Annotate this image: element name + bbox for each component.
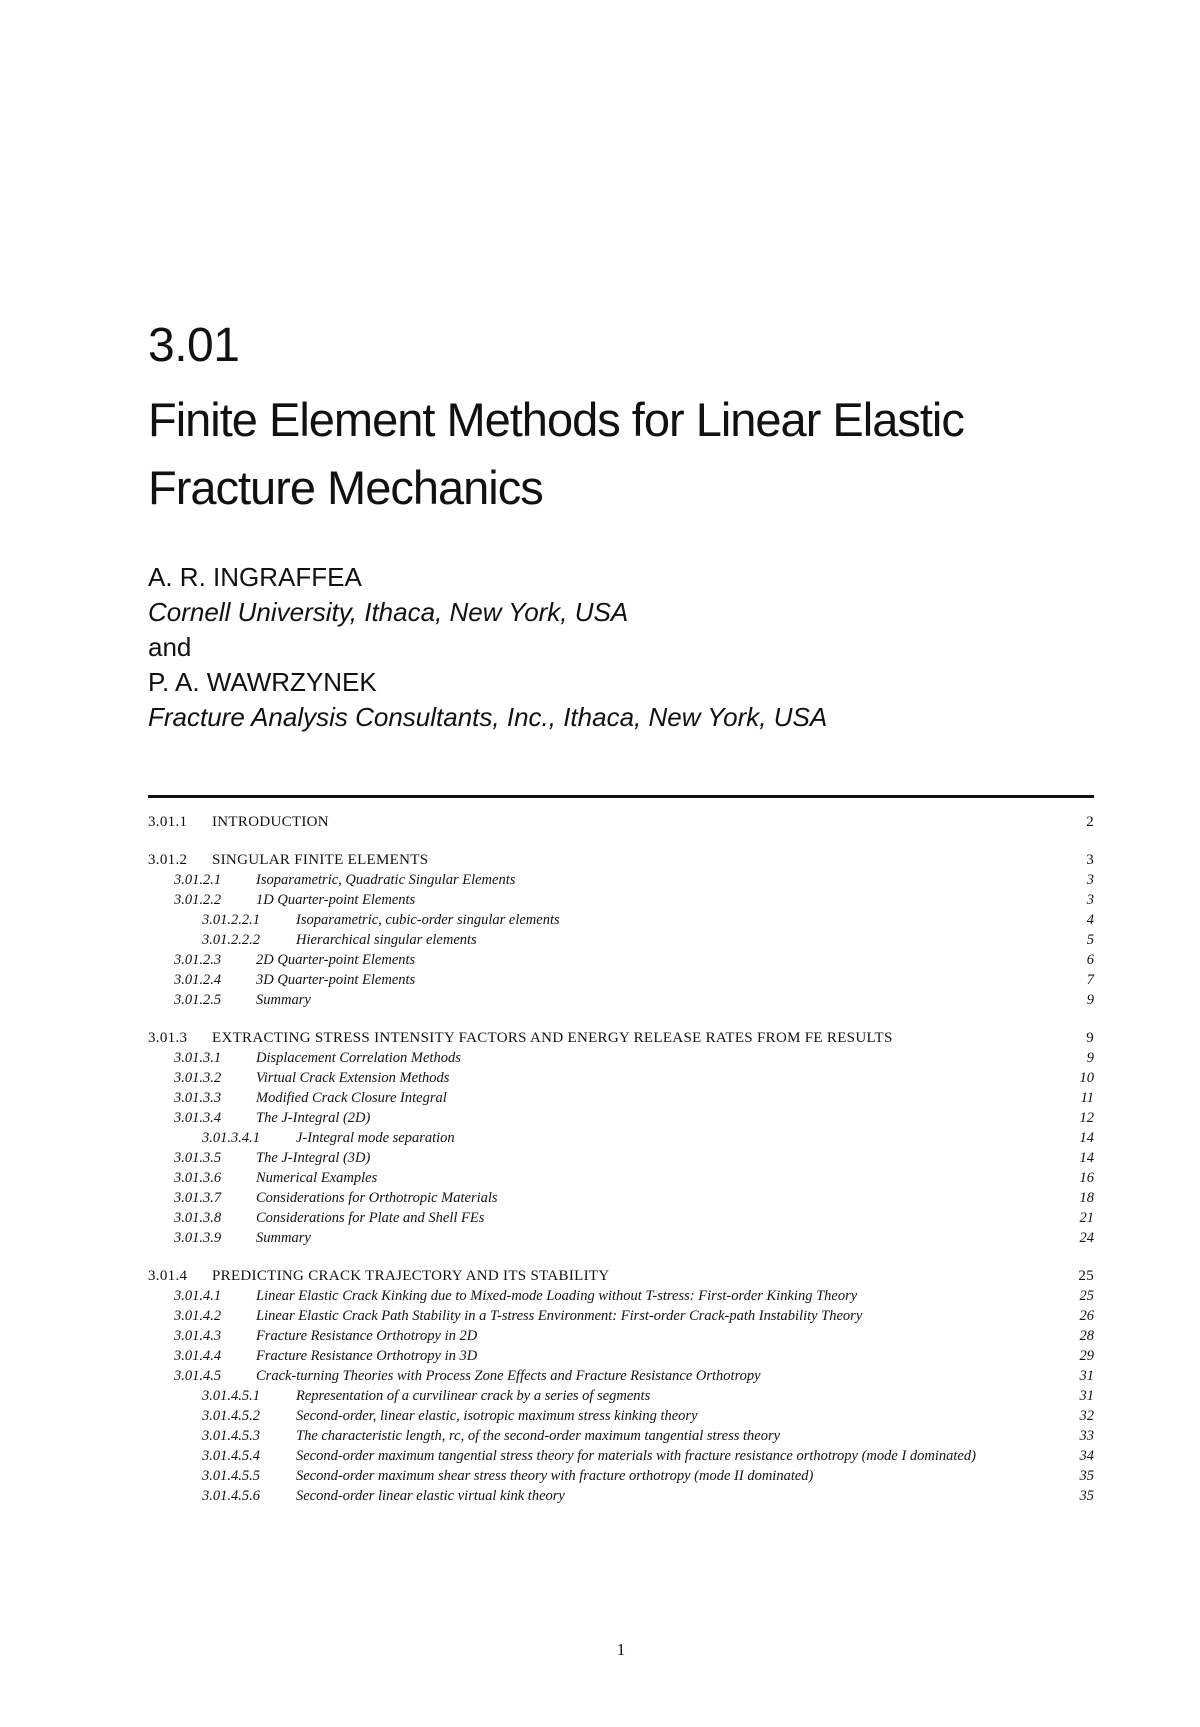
toc-entry-page: 6 (1086, 952, 1094, 968)
toc-entry-title: J-Integral mode separation (296, 1130, 455, 1146)
toc-entry-title: Numerical Examples (256, 1170, 378, 1186)
toc-entry[interactable] (148, 1088, 1094, 1108)
toc-entry-number: 3.01.2.2.2 (202, 932, 260, 948)
table-of-contents (148, 812, 1094, 1506)
toc-entry-number: 3.01.3.7 (174, 1190, 222, 1206)
toc-entry-number: 3.01.3.6 (174, 1170, 222, 1186)
toc-entry-title: 3D Quarter-point Elements (256, 972, 416, 988)
toc-entry-title: The J-Integral (3D) (256, 1150, 371, 1166)
toc-entry-number: 3.01.4.5 (174, 1368, 222, 1384)
toc-entry-title: Summary (256, 992, 311, 1008)
toc-entry-title: Isoparametric, cubic-order singular elements (296, 912, 560, 928)
toc-entry-number: 3.01.4.3 (174, 1328, 222, 1344)
toc-entry-number: 3.01.2.5 (174, 992, 222, 1008)
chapter-title-line: Finite Element Methods for Linear Elastic (148, 393, 964, 446)
toc-entry-page: 7 (1086, 972, 1094, 988)
toc-entry-page: 24 (1079, 1230, 1094, 1246)
toc-entry-number: 3.01.3.4 (174, 1110, 222, 1126)
toc-entry-page: 9 (1086, 992, 1094, 1008)
toc-entry-page: 5 (1086, 932, 1094, 948)
toc-entry-title: Linear Elastic Crack Kinking due to Mixed-mode Loading without T-stress: First-order Kinking Theory (256, 1288, 858, 1304)
toc-entry-number: 3.01.4.5.3 (202, 1428, 260, 1444)
toc-entry-page: 32 (1079, 1408, 1094, 1424)
toc-entry-title: The J-Integral (2D) (256, 1110, 371, 1126)
toc-entry-page: 29 (1079, 1348, 1094, 1364)
toc-entry[interactable] (148, 1486, 1094, 1506)
toc-entry-page: 10 (1079, 1070, 1094, 1086)
toc-entry-number: 3.01.2 (148, 852, 188, 868)
toc-entry-number: 3.01.4.5.4 (202, 1448, 260, 1464)
toc-entry-page: 25 (1079, 1288, 1094, 1304)
toc-entry[interactable] (148, 950, 1094, 970)
toc-entry-page: 35 (1079, 1488, 1094, 1504)
toc-entry-title: SINGULAR FINITE ELEMENTS (212, 852, 429, 868)
toc-entry-page: 4 (1086, 912, 1094, 928)
toc-entry[interactable] (148, 1326, 1094, 1346)
toc-entry-title: INTRODUCTION (212, 814, 329, 830)
toc-entry[interactable] (148, 1446, 1094, 1466)
toc-entry-number: 3.01.4.1 (174, 1288, 222, 1304)
toc-entry[interactable] (148, 1168, 1094, 1188)
toc-entry[interactable] (148, 850, 1094, 870)
toc-entry-number: 3.01.3.3 (174, 1090, 222, 1106)
author-conjunction: and (148, 632, 192, 662)
toc-entry-title: Isoparametric, Quadratic Singular Elements (256, 872, 516, 888)
toc-entry-page: 31 (1079, 1388, 1094, 1404)
toc-entry-page: 3 (1086, 872, 1094, 888)
toc-entry-title: PREDICTING CRACK TRAJECTORY AND ITS STABILITY (212, 1268, 610, 1284)
toc-entry[interactable] (148, 1228, 1094, 1248)
toc-entry-page: 14 (1079, 1150, 1094, 1166)
toc-entry[interactable] (148, 1366, 1094, 1386)
toc-entry-title: 1D Quarter-point Elements (256, 892, 416, 908)
toc-entry-page: 3 (1086, 852, 1094, 868)
toc-entry[interactable] (148, 1406, 1094, 1426)
toc-entry-number: 3.01.2.4 (174, 972, 222, 988)
toc-entry-page: 9 (1086, 1030, 1094, 1046)
toc-entry[interactable] (148, 1426, 1094, 1446)
toc-entry-page: 21 (1079, 1210, 1094, 1226)
toc-entry-number: 3.01.4.5.6 (202, 1488, 260, 1504)
toc-entry-title: EXTRACTING STRESS INTENSITY FACTORS AND ENERGY RELEASE RATES FROM FE RESULTS (212, 1030, 893, 1046)
toc-entry-title: Fracture Resistance Orthotropy in 2D (256, 1328, 478, 1344)
toc-entry-page: 3 (1086, 892, 1094, 908)
toc-entry[interactable] (148, 1068, 1094, 1088)
toc-entry-number: 3.01.4.5.2 (202, 1408, 260, 1424)
toc-entry-title: Summary (256, 1230, 311, 1246)
author-name: A. R. INGRAFFEA (148, 562, 362, 592)
toc-entry-page: 9 (1086, 1050, 1094, 1066)
toc-entry[interactable] (148, 930, 1094, 950)
toc-entry-number: 3.01.3.5 (174, 1150, 222, 1166)
toc-entry-title: Second-order, linear elastic, isotropic maximum stress kinking theory (296, 1408, 698, 1424)
toc-entry-page: 34 (1079, 1448, 1094, 1464)
toc-entry[interactable] (148, 1466, 1094, 1486)
page-number: 1 (616, 1640, 626, 1659)
chapter-title (148, 386, 1094, 522)
toc-entry-page: 25 (1078, 1268, 1094, 1284)
toc-entry-page: 35 (1079, 1468, 1094, 1484)
toc-entry[interactable] (148, 1108, 1094, 1128)
toc-entry-page: 14 (1079, 1130, 1094, 1146)
toc-entry[interactable] (148, 910, 1094, 930)
toc-entry-number: 3.01.4.5.1 (202, 1388, 260, 1404)
toc-entry-title: Representation of a curvilinear crack by a series of segments (296, 1388, 651, 1404)
toc-entry-title: Virtual Crack Extension Methods (256, 1070, 450, 1086)
toc-entry[interactable] (148, 1208, 1094, 1228)
toc-entry[interactable] (148, 1266, 1094, 1286)
section-divider (148, 795, 1094, 798)
toc-entry-number: 3.01.2.2 (174, 892, 222, 908)
toc-entry-number: 3.01.3 (148, 1030, 188, 1046)
toc-entry-number: 3.01.3.4.1 (202, 1130, 260, 1146)
toc-entry-page: 2 (1086, 814, 1094, 830)
toc-entry-title: Second-order linear elastic virtual kink theory (296, 1488, 565, 1504)
toc-entry-number: 3.01.4.5.5 (202, 1468, 260, 1484)
toc-entry-number: 3.01.3.1 (174, 1050, 222, 1066)
toc-entry[interactable] (148, 1386, 1094, 1406)
toc-entry-page: 26 (1079, 1308, 1094, 1324)
document-page (148, 0, 1094, 1727)
toc-entry-title: The characteristic length, rc, of the second-order maximum tangential stress theory (296, 1428, 781, 1444)
toc-entry-title: Modified Crack Closure Integral (256, 1090, 447, 1106)
toc-entry-title: Considerations for Plate and Shell FEs (256, 1210, 485, 1226)
toc-entry-page: 12 (1079, 1110, 1094, 1126)
toc-entry-page: 18 (1079, 1190, 1094, 1206)
toc-entry-number: 3.01.1 (148, 814, 188, 830)
toc-entry-title: Crack-turning Theories with Process Zone Effects and Fracture Resistance Orthotropy (256, 1368, 761, 1384)
toc-entry-number: 3.01.2.3 (174, 952, 222, 968)
toc-entry-page: 28 (1079, 1328, 1094, 1344)
toc-entry[interactable] (148, 1188, 1094, 1208)
toc-entry-number: 3.01.4.4 (174, 1348, 222, 1364)
toc-entry-page: 31 (1079, 1368, 1094, 1384)
toc-entry-number: 3.01.4.2 (174, 1308, 222, 1324)
toc-entry[interactable] (148, 1128, 1094, 1148)
toc-entry-page: 11 (1080, 1090, 1094, 1106)
toc-entry-title: Second-order maximum shear stress theory with fracture orthotropy (mode II dominated) (296, 1468, 814, 1484)
author-affiliation: Fracture Analysis Consultants, Inc., Ithaca, New York, USA (148, 702, 828, 732)
toc-entry-title: Hierarchical singular elements (296, 932, 477, 948)
chapter-number: 3.01 (148, 319, 240, 372)
toc-entry-number: 3.01.2.1 (174, 872, 222, 888)
toc-entry[interactable] (148, 990, 1094, 1010)
toc-entry-title: Displacement Correlation Methods (256, 1050, 461, 1066)
author-name: P. A. WAWRZYNEK (148, 667, 377, 697)
toc-entry-title: 2D Quarter-point Elements (256, 952, 416, 968)
toc-entry[interactable] (148, 1028, 1094, 1048)
toc-entry[interactable] (148, 1048, 1094, 1068)
toc-entry[interactable] (148, 1286, 1094, 1306)
toc-entry-number: 3.01.2.2.1 (202, 912, 260, 928)
toc-entry-page: 33 (1079, 1428, 1094, 1444)
toc-entry-number: 3.01.4 (148, 1268, 188, 1284)
toc-entry-title: Linear Elastic Crack Path Stability in a T-stress Environment: First-order Crack-path Instability Theory (256, 1308, 863, 1324)
toc-entry[interactable] (148, 870, 1094, 890)
toc-entry-number: 3.01.3.9 (174, 1230, 222, 1246)
toc-entry-number: 3.01.3.8 (174, 1210, 222, 1226)
toc-entry-page: 16 (1079, 1170, 1094, 1186)
toc-entry[interactable] (148, 970, 1094, 990)
toc-entry[interactable] (148, 890, 1094, 910)
toc-entry[interactable] (148, 1346, 1094, 1366)
toc-entry[interactable] (148, 1148, 1094, 1168)
chapter-title-line: Fracture Mechanics (148, 461, 543, 514)
toc-entry-title: Fracture Resistance Orthotropy in 3D (256, 1348, 478, 1364)
toc-entry[interactable] (148, 812, 1094, 832)
toc-entry-title: Second-order maximum tangential stress theory for materials with fracture resistance orthotropy (mode I dominated) (296, 1448, 976, 1464)
toc-entry-number: 3.01.3.2 (174, 1070, 222, 1086)
toc-entry[interactable] (148, 1306, 1094, 1326)
toc-entry-title: Considerations for Orthotropic Materials (256, 1190, 498, 1206)
author-affiliation: Cornell University, Ithaca, New York, USA (148, 597, 629, 627)
author-block (148, 560, 1094, 735)
